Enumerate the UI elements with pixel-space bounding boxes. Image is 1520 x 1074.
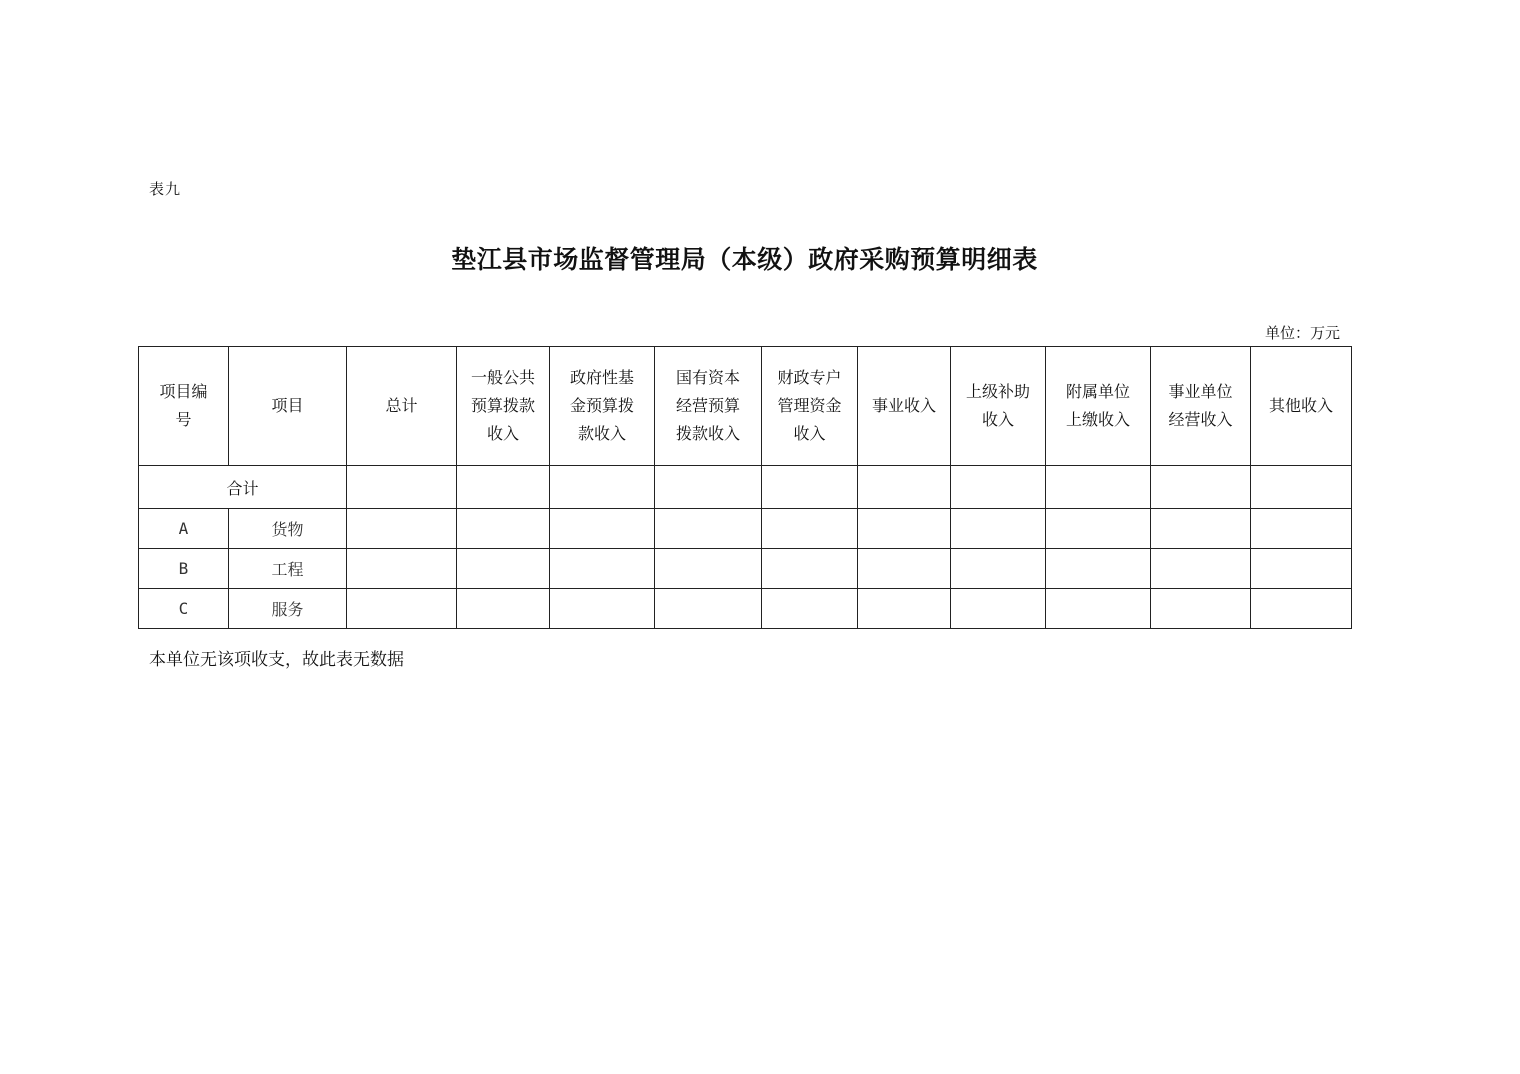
table-cell — [762, 509, 858, 549]
header-cell-business-income: 事业收入 — [858, 347, 951, 466]
row-item: 工程 — [229, 549, 347, 589]
table-row — [139, 589, 1352, 629]
table-cell — [1046, 549, 1151, 589]
table-cell — [550, 589, 655, 629]
table-row — [139, 509, 1352, 549]
row-code: B — [139, 549, 229, 589]
header-row — [139, 347, 1352, 466]
row-item: 货物 — [229, 509, 347, 549]
table-cell — [655, 549, 762, 589]
table-cell — [457, 466, 550, 509]
table-cell — [347, 509, 457, 549]
document-title: 垫江县市场监督管理局（本级）政府采购预算明细表 — [451, 245, 1038, 274]
table-cell — [762, 549, 858, 589]
table-cell — [858, 509, 951, 549]
table-cell — [1046, 466, 1151, 509]
row-code: C — [139, 589, 229, 629]
header-cell-general-budget: 一般公共预算拨款收入 — [457, 347, 550, 466]
table-cell — [1151, 466, 1251, 509]
table-cell — [1151, 589, 1251, 629]
table-cell — [762, 589, 858, 629]
footnote: 本单位无该项收支，故此表无数据 — [149, 650, 404, 670]
header-cell-gov-fund: 政府性基金预算拨款收入 — [550, 347, 655, 466]
table-cell — [1251, 509, 1352, 549]
procurement-budget-table — [138, 346, 1352, 629]
table-cell — [347, 589, 457, 629]
row-code: A — [139, 509, 229, 549]
table-cell — [347, 466, 457, 509]
table-cell — [762, 466, 858, 509]
header-cell-affiliate-remit: 附属单位上缴收入 — [1046, 347, 1151, 466]
table-number: 表九 — [149, 180, 182, 198]
table-cell — [858, 549, 951, 589]
table-cell — [1046, 589, 1151, 629]
table-cell — [457, 509, 550, 549]
header-cell-unit-operating: 事业单位经营收入 — [1151, 347, 1251, 466]
header-cell-special-account: 财政专户管理资金收入 — [762, 347, 858, 466]
header-cell-item: 项目 — [229, 347, 347, 466]
table-cell — [951, 509, 1046, 549]
table-cell — [655, 589, 762, 629]
table-cell — [1046, 509, 1151, 549]
header-cell-code: 项目编号 — [139, 347, 229, 466]
row-item: 服务 — [229, 589, 347, 629]
table-cell — [951, 466, 1046, 509]
table-cell — [1151, 509, 1251, 549]
table-cell — [858, 466, 951, 509]
total-row — [139, 466, 1352, 509]
header-cell-total: 总计 — [347, 347, 457, 466]
table-cell — [951, 589, 1046, 629]
total-label: 合计 — [139, 466, 347, 509]
table-cell — [550, 549, 655, 589]
table-cell — [550, 466, 655, 509]
table-cell — [550, 509, 655, 549]
table-cell — [655, 466, 762, 509]
unit-label: 单位：万元 — [1264, 324, 1340, 342]
table-cell — [1251, 466, 1352, 509]
table-cell — [1251, 549, 1352, 589]
header-cell-state-capital: 国有资本经营预算拨款收入 — [655, 347, 762, 466]
table-cell — [655, 509, 762, 549]
table-cell — [347, 549, 457, 589]
table-cell — [1251, 589, 1352, 629]
table-cell — [858, 589, 951, 629]
table-row — [139, 549, 1352, 589]
header-cell-superior-subsidy: 上级补助收入 — [951, 347, 1046, 466]
table-cell — [457, 589, 550, 629]
table-cell — [1151, 549, 1251, 589]
header-cell-other-income: 其他收入 — [1251, 347, 1352, 466]
table-cell — [951, 549, 1046, 589]
table-cell — [457, 549, 550, 589]
